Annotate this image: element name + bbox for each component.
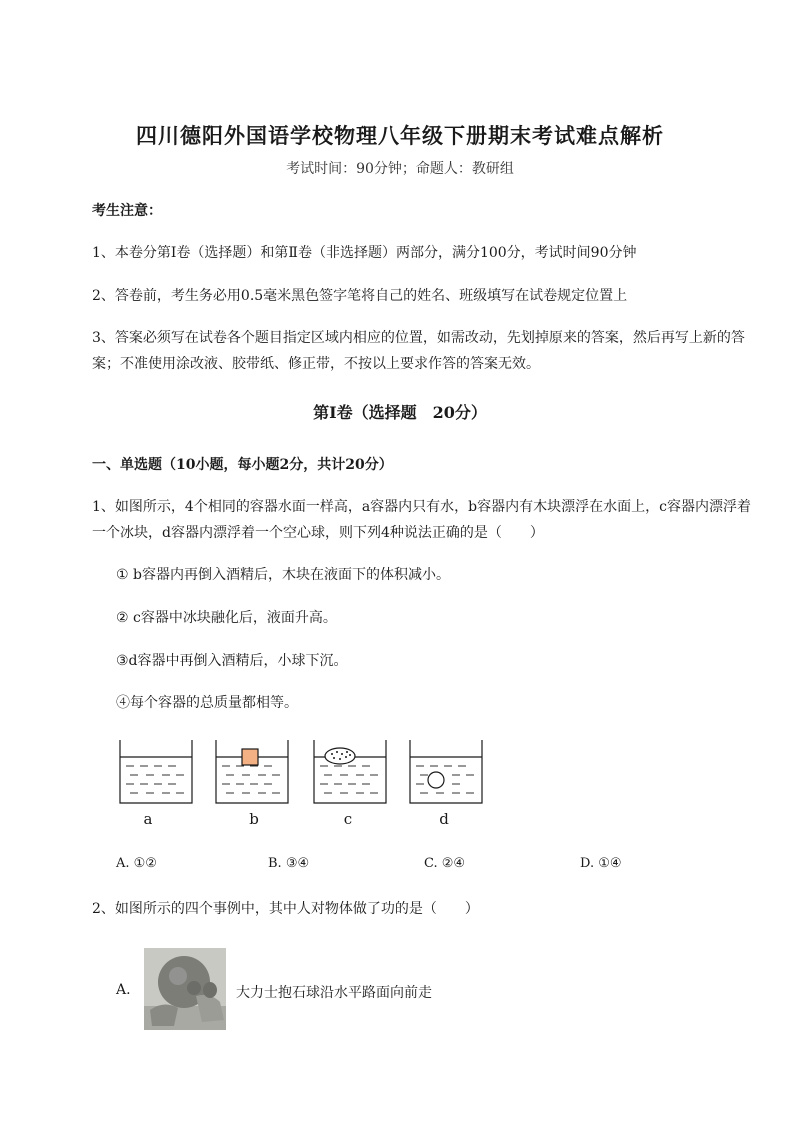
hollow-ball [428,772,444,788]
figure-label-c: c [343,810,353,828]
strongman-photo [144,948,226,1030]
option-d[interactable]: D. ①④ [580,856,622,871]
container-a [120,740,192,803]
figure-label-a: a [143,810,153,828]
exam-info: 考试时间：90分钟；命题人：教研组 [286,161,514,177]
statement-3: ③d容器中再倒入酒精后，小球下沉。 [116,653,348,669]
wood-block [242,749,258,765]
question-1-stem: 1、如图所示，4个相同的容器水面一样高，a容器内只有水，b容器内有木块漂浮在水面上，c容器内漂浮着一个冰块，d容器内漂浮着一个空心球，则下列4种说法正确的是（ ） [92,499,751,541]
container-d [410,740,482,803]
part-heading: 一、单选题（10小题，每小题2分，共计20分） [92,457,393,473]
container-c [314,740,386,803]
statement-1: ① b容器内再倒入酒精后，木块在液面下的体积减小。 [116,567,450,583]
option-b[interactable]: B. ③④ [268,856,310,871]
statement-4: ④每个容器的总质量都相等。 [116,695,298,711]
notice-item-1: 1、本卷分第I卷（选择题）和第Ⅱ卷（非选择题）两部分，满分100分，考试时间90分钟 [92,245,637,261]
figure-label-d: d [439,810,449,828]
question-2-stem: 2、如图所示的四个事例中，其中人对物体做了功的是（ ） [92,901,479,917]
notice-item-3: 3、答案必须写在试卷各个题目指定区域内相应的位置，如需改动，先划掉原来的答案，然后再写上新的答案；不准使用涂改液、胶带纸、修正带，不按以上要求作答的答案无效。 [92,330,745,372]
containers-figure [110,735,500,810]
q2-option-a-text: 大力士抱石球沿水平路面向前走 [236,985,432,1001]
q2-option-a-label[interactable]: A. [116,982,131,998]
statement-2: ② c容器中冰块融化后，液面升高。 [116,610,337,626]
notice-item-2: 2、答卷前，考生务必用0.5毫米黑色签字笔将自己的姓名、班级填写在试卷规定位置上 [92,288,628,304]
section-title: 第I卷（选择题 20分） [313,403,487,422]
page-title: 四川德阳外国语学校物理八年级下册期末考试难点解析 [136,123,664,148]
notice-heading: 考生注意： [92,203,162,219]
figure-label-b: b [249,810,259,828]
option-c[interactable]: C. ②④ [424,856,466,871]
container-b [216,740,288,803]
option-a[interactable]: A. ①② [116,856,157,871]
ice-block [325,748,355,764]
